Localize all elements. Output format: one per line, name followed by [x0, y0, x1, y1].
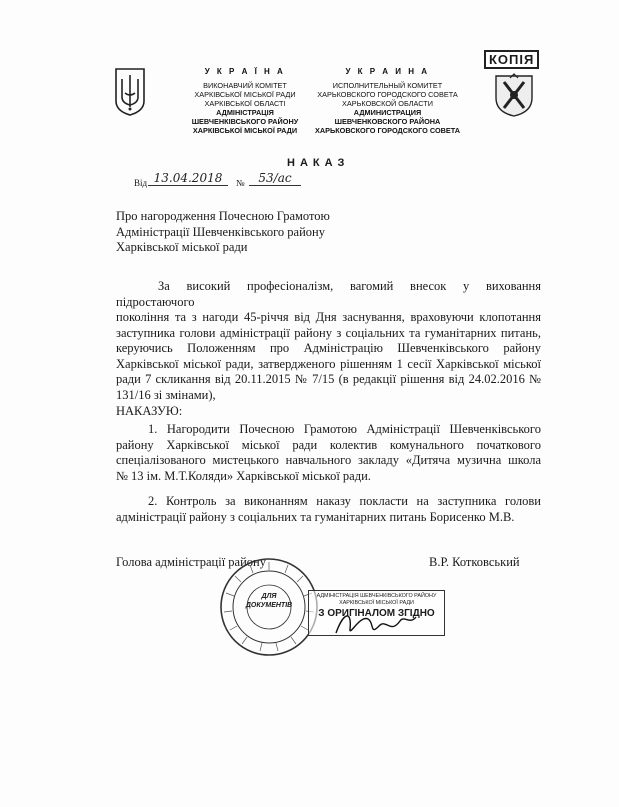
- item1-line-1: 1. Нагородити Почесною Грамотою Адміністрації Шевченківського: [148, 422, 541, 436]
- item1-line-4: № 13 ім. М.Т.Коляди» Харківської міської ради.: [116, 468, 371, 483]
- number-prefix: №: [236, 178, 245, 188]
- order-title: НАКАЗ: [287, 157, 350, 169]
- signatory-name: В.Р. Котковський: [429, 555, 520, 569]
- trident-emblem-icon: [113, 67, 147, 117]
- item2-line-2: адміністрації району з соціальних та гуманітарних питань Борисенко М.В.: [116, 509, 515, 524]
- city-emblem-icon: [490, 72, 538, 118]
- round-stamp-text: [243, 592, 295, 610]
- preamble-line-2: покоління та з нагоди 45-річчя від Дня заснування, враховуючи клопотання: [116, 310, 541, 324]
- rect-stamp-line-1: АДМІНІСТРАЦІЯ ШЕВЧЕНКІВСЬКОГО РАЙОНУ: [316, 593, 437, 599]
- date-prefix: Від: [134, 178, 148, 188]
- preamble-line-5: Харківської міської ради, затвердженого рішенням 1 сесії Харківської міської: [116, 356, 541, 371]
- item1-line-2: району Харківської міської ради колектив комунального початкового: [116, 437, 541, 452]
- handwritten-signature-icon: [330, 605, 420, 641]
- order-subject: [116, 209, 376, 256]
- round-stamp-line-1: ДЛЯ: [261, 593, 277, 600]
- round-stamp-line-2: ДОКУМЕНТІВ: [245, 602, 293, 609]
- header-ru-line4: АДМИНИСТРАЦИЯ: [353, 108, 422, 117]
- header-ua-line1: ВИКОНАВЧИЙ КОМІТЕТ: [203, 81, 287, 90]
- preamble-line-3: заступника голови адміністрації району з соціальних та гуманітарних питань,: [116, 325, 541, 340]
- preamble-line-7: 131/16 зі змінами),: [116, 387, 216, 402]
- header-ru-line3: ХАРЬКОВСКОЙ ОБЛАСТИ: [342, 99, 433, 108]
- item2-line-1: 2. Контроль за виконанням наказу покласти на заступника голови: [148, 494, 541, 508]
- order-number: 53/ас: [249, 171, 301, 186]
- header-ua-line5: ШЕВЧЕНКІВСЬКОГО РАЙОНУ: [191, 117, 299, 126]
- header-ru-line1: ИСПОЛНИТЕЛЬНЫЙ КОМИТЕТ: [332, 81, 443, 90]
- header-ua-line4: АДМІНІСТРАЦІЯ: [216, 108, 274, 117]
- order-item-1: [116, 422, 541, 484]
- order-date: 13.04.2018: [148, 171, 228, 186]
- header-ua-line6: ХАРКІВСЬКОЇ МІСЬКОЇ РАДИ: [192, 126, 298, 135]
- header-ua-line3: ХАРКІВСЬКОЇ ОБЛАСТІ: [204, 99, 286, 108]
- subject-line-1: Про нагородження Почесною Грамотою: [116, 209, 330, 223]
- subject-line-3: Харківської міської ради: [116, 240, 248, 254]
- order-item-2: [116, 494, 541, 525]
- item1-line-3: спеціалізованого мистецького навчального закладу «Дитяча музична школа: [116, 453, 541, 467]
- rect-stamp-main: З ОРИГІНАЛОМ ЗГІДНО: [318, 608, 435, 619]
- preamble-line-1: За високий професіоналізм, вагомий внесок у виховання підростаючого: [116, 279, 541, 309]
- copy-stamp: КОПІЯ: [484, 50, 539, 69]
- preamble: [116, 279, 541, 403]
- preamble-line-4: керуючись Положенням про Адміністрацію Шевченківського району: [116, 341, 541, 355]
- header-ru: [310, 67, 465, 135]
- header-ua: [185, 67, 305, 135]
- header-ua-country: У К Р А Ї Н А: [204, 67, 286, 76]
- header-ru-line2: ХАРЬКОВСКОГО ГОРОДСКОГО СОВЕТА: [317, 90, 458, 99]
- signatory-position: Голова адміністрації району: [116, 555, 266, 569]
- header-ru-line5: ШЕВЧЕНКОВСКОГО РАЙОНА: [334, 117, 441, 126]
- header-ru-country: У К Р А И Н А: [345, 67, 430, 76]
- rect-stamp-line-2: ХАРКІВСЬКОЇ МІСЬКОЇ РАДИ: [339, 600, 414, 606]
- header-ru-line6: ХАРЬКОВСКОГО ГОРОДСКОГО СОВЕТА: [314, 126, 461, 135]
- subject-line-2: Адміністрації Шевченківського району: [116, 224, 325, 239]
- order-word: НАКАЗУЮ:: [116, 404, 183, 418]
- header-ua-line2: ХАРКІВСЬКОЇ МІСЬКОЇ РАДИ: [194, 90, 296, 99]
- preamble-line-6: ради 7 скликання від 20.11.2015 № 7/15 (в редакції рішення від 24.02.2016 №: [116, 372, 541, 386]
